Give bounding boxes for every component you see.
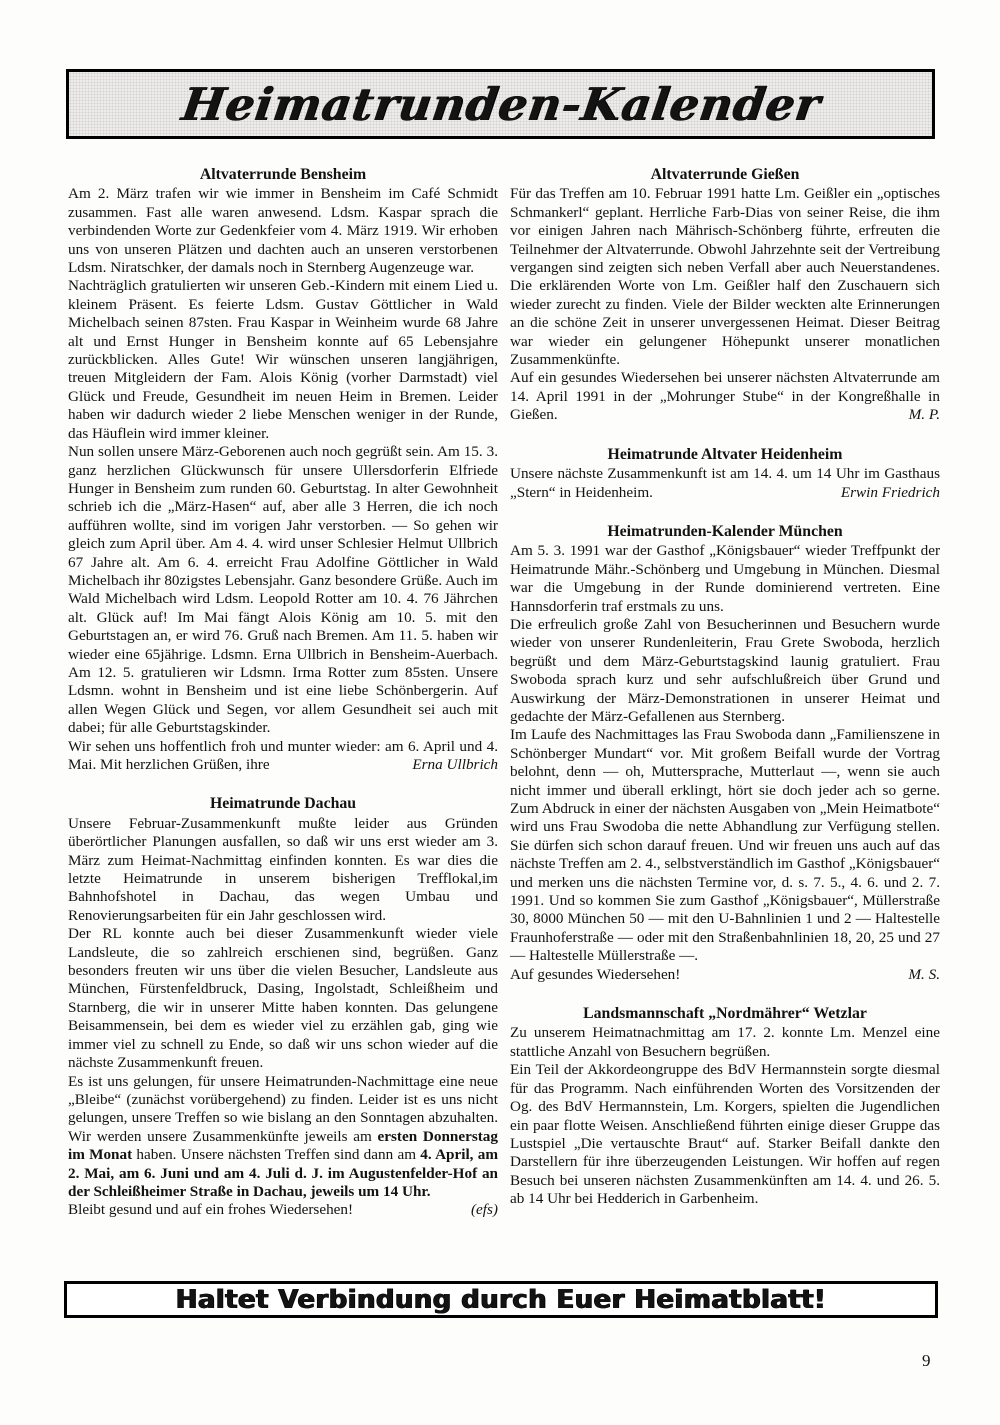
signature: M. P. <box>908 406 940 424</box>
masthead <box>66 69 935 139</box>
paragraph <box>510 1061 940 1208</box>
article-column-right <box>510 164 940 1209</box>
masthead-title: Heimatrunden-Kalender <box>177 77 824 131</box>
paragraph <box>510 726 940 965</box>
paragraph <box>68 1201 498 1219</box>
section-heading <box>510 446 940 464</box>
text-run: haben. Unsere nächsten Treffen sind dann am <box>132 1146 421 1164</box>
page-number: 9 <box>922 1351 931 1370</box>
paragraph <box>68 277 498 443</box>
paragraph <box>68 738 498 775</box>
text-run: Im Laufe des Nachmittages las Frau Swoboda dann „Familienszene in Schönberger Mundart“ vor. Mit großem Beifall wurde der Vortrag belohnt, denn — oh, Muttersprache, Mutterlaut —, wenn sie auch nicht immer und überall erklingt, hört sie doch jeder ach so gerne. Zum Abdruck in einer der nächsten Ausgaben von „Mein Heimatbote“ wird uns Frau Swodoba die nette Abhandlung zur Verfügung stellen. Sie dürfen sich schon darauf freuen. Und wir freuen uns auch auf das nächste Treffen am 2. 4., selbstverständlich im Gasthof „Königsbauer“ und merken uns die nächsten Termine vor, d. s. 7. 5., 4. 6. und 2. 7. 1991. Und so kommen Sie zum Gasthof „Königsbauer“, Müllerstraße 30, 8000 München 50 — mit den U-Bahnlinien 1 und 2 — Haltestelle Fraunhoferstraße — oder mit den Straßenbahnlinien 18, 20, 25 und 27 — Haltestelle Müllerstraße —. <box>510 726 940 965</box>
text-run: Auf gesundes Wiedersehen! <box>510 965 681 983</box>
paragraph <box>68 1073 498 1202</box>
text-run: Landsmannschaft „Nordmährer“ Wetzlar <box>583 1005 867 1023</box>
footer-banner <box>64 1281 938 1318</box>
text-run: Für das Treffen am 10. Februar 1991 hatte Lm. Geißler ein „optisches Schmankerl“ geplant. Herrliche Farb-Dias von seiner Reise, die ihm vor einigen Jahren nach Mährisch-Schönberg führte, erfreuten die Teilnehmer der Altvaterrunde. Obwohl Jahrzehnte seit der Vertreibung vergangen sind zeigten sich neben Verfall aber auch Neuerstandenes. Die erklärenden Worte von Lm. Geißler half den Zuschauern sich wieder zurecht zu finden. Viele der Bilder weckten alte Erinnerungen an die schöne Zeit in unserer unvergessenen Heimat. Dieser Beitrag war wieder ein gelungener Höhepunkt unserer monatlichen Zusammenkünfte. <box>510 185 940 369</box>
article-column-left <box>68 164 498 1220</box>
paragraph <box>68 925 498 1072</box>
text-run: Am 5. 3. 1991 war der Gasthof „Königsbauer“ wieder Treffpunkt der Heimatrunde Mähr.-Schönberg und Umgebung in München. Diesmal war die Umgebung in der Runde dominierend vertreten. Eine Hannsdorferin traf erstmals zu uns. <box>510 542 940 615</box>
section-heading <box>510 1005 940 1023</box>
section-heading <box>68 166 498 184</box>
text-run: Der RL konnte auch bei dieser Zusammenkunft wieder viele Landsleute, die so zahlreich erschienen sind, begrüßen. Ganz besonders freuten wir uns über die vielen Besucher, Landsleute aus München, Fürstenfeldbruck, Dasing, Ingolstadt, Schleißheim und Starnberg, die wir in unserer Mitte haben konnten. Das gelungene Beisammensein, bei dem es wieder viel zu erzählen gab, ging wie immer viel zu schnell zu Ende, so daß wir uns schon wieder auf die nächste Zusammenkunft freuen. <box>68 925 498 1072</box>
signature: Erna Ullbrich <box>412 756 498 773</box>
paragraph <box>510 465 940 502</box>
text-run: Bleibt gesund und auf ein frohes Wiedersehen! <box>68 1201 354 1219</box>
paragraph <box>68 185 498 277</box>
text-run: Nun sollen unsere März-Geborenen auch noch gegrüßt sein. Am 15. 3. ganz herzlichen Glückwunsch für unsere Ullersdorferin Elfriede Hunger in Bensheim zum runden 60. Geburtstag. In alter Gewohnheit schrieb ich die „März-Hasen“ auf, aber alle 3 Herren, die ich noch aufführen wollte, sind im vorigen Jahr verstorben. — So gehen wir gleich zum April über. Am 4. 4. wird unser Schlesier Helmut Ullbrich 67 Jahre alt. Am 6. 4. erreicht Frau Adolfine Göttlicher in Wald Michelbach ihr 80zigstes Lebensjahr. Ganz besondere Grüße. Auch im Wald Michelbach wird Ldsm. Leopold Rotter am 10. 4. 76 Jährchen alt. Glück auf! Im Mai fängt Alois König am 10. 5. mit den Geburtstagen an, er wird 76. Gruß nach Bremen. Am 11. 5. haben wir wieder eine 65jährige. Ldsmn. Erna Ullbrich in Bensheim-Auerbach. Am 12. 5. gratulieren wir Ldsmn. Irma Rotter zum 85sten. Unsere Ldsmn. wohnt in Bensheim und ist eine liebe Schönbergerin. Auf allen Wegen Glück und Segen, vor allem Gesundheit sei auch mit dabei; für alle Geburtstagskinder. <box>68 443 498 737</box>
text-run: Altvaterrunde Gießen <box>650 166 800 183</box>
signature: (efs) <box>471 1201 498 1219</box>
paragraph <box>510 966 940 984</box>
signature: Erwin Friedrich <box>840 483 940 501</box>
text-run: Heimatrunde Altvater Heidenheim <box>607 445 843 463</box>
paragraph <box>68 815 498 925</box>
text-run: Es ist uns gelungen, für unsere Heimatrunden-Nachmittage eine neue „Bleibe“ (zunächst vorübergehend) zu finden. Leider ist es uns nicht gelungen, unsere Treffen so wie bislang an den Sonntagen abzuhalten. Wir werden unsere Zusammenkünfte jeweils am <box>68 1072 498 1145</box>
text-run: Die erfreulich große Zahl von Besucherinnen und Besuchern wurde wieder von unserer Rundenleiterin, Frau Grete Swoboda, herzlich begrüßt und dem März-Geburtstagskind launig gratuliert. Frau Swoboda sprach kurz und sehr aufschlußreich über Grund und Auswirkung der März-Demonstrationen in unserer Heimat und gedachte der März-Gefallenen aus Sternberg. <box>510 615 940 725</box>
text-run: Unsere Februar-Zusammenkunft mußte leider aus Gründen überörtlicher Planungen ausfallen, so daß wir uns erst wieder am 3. März zum Heimat-Nachmittag einfinden konnten. Es war dies die letzte Heimatrunde in unserem bisherigen Trefflokal,im Bahnhofshotel in Dachau, das wegen Umbau und Renovierungsarbeiten für ein Jahr geschlossen wird. <box>68 814 498 924</box>
footer-banner-text: Haltet Verbindung durch Euer Heimatblatt! <box>175 1284 827 1315</box>
bold-text-run: ersten Donnerstag im Monat <box>68 1127 498 1164</box>
text-run: Ein Teil der Akkordeongruppe des BdV Hermannstein sorgte diesmal für das Programm. Nach einführenden Worten des Vorsitzenden der Og. des BdV Hermannstein, Lm. Korgers, spielten die Jugendlichen ein paar flotte Weisen. Anschließend führten einige dieser Gruppe das Lustspiel „Die vertauschte Braut“ auf. Starker Beifall dankte den Darstellern für ihre überzeugenden Leistungen. Wir hoffen auf regen Besuch bei unseren nächsten Zusammenkünften am 14. 4. und 26. 5. ab 14 Uhr bei Hedderich in Garbenheim. <box>510 1061 940 1208</box>
signature: M. S. <box>908 965 940 983</box>
text-run: Heimatrunden-Kalender München <box>607 522 843 540</box>
text-run: Unsere nächste Zusammenkunft ist am 14. 4. um 14 Uhr im Gasthaus „Stern“ in Heidenheim. <box>510 465 940 501</box>
paragraph <box>510 369 940 424</box>
section-heading <box>510 523 940 541</box>
paragraph <box>510 542 940 616</box>
text-run: Wir sehen uns hoffentlich froh und munter wieder: am 6. April und 4. Mai. Mit herzlichen Grüßen, ihre <box>68 737 498 773</box>
text-run: Nachträglich gratulierten wir unseren Geb.-Kindern mit einem Lied u. kleinem Präsent. Es feierte Ldsm. Gustav Göttlicher in Wald Michelbach seinen 87sten. Frau Kaspar in Weinheim wurde 68 Jahre alt und Ernst Hunger in Bensheim konnte auf 65 Lebensjahre zurückblicken. Alles Gute! Wir wünschen unseren langjährigen, treuen Mitgleidern der Fam. Alois König (vorher Darmstadt) viel Glück und Freude, Gesundheit im neuen Heim in Bremen. Leider haben wir dadurch wieder 2 liebe Menschen weniger in der Runde, das Häuflein wird immer kleiner. <box>68 277 498 442</box>
text-run: Auf ein gesundes Wiedersehen bei unserer nächsten Altvaterrunde am 14. April 1991 in der „Mohrunger Stube“ in der Kongreßhalle in Gießen. <box>510 369 940 424</box>
paragraph <box>510 1024 940 1061</box>
section-heading <box>68 795 498 813</box>
paragraph <box>510 185 940 369</box>
section-heading <box>510 166 940 184</box>
text-run: Heimatrunde Dachau <box>209 795 357 813</box>
paragraph <box>510 616 940 726</box>
text-run: Altvaterrunde Bensheim <box>199 166 367 183</box>
text-run: Am 2. März trafen wir wie immer in Bensheim im Café Schmidt zusammen. Fast alle waren anwesend. Ldsm. Kaspar sprach die verbindenden Worte zur Gedenkfeier vom 4. März 1919. Wir erhoben uns von unseren Plätzen und dachten auch an unseren verstorbenen Ldsm. Niratschker, der damals noch in Sternberg Augenzeuge war. <box>68 185 498 277</box>
text-run: Zu unserem Heimatnachmittag am 17. 2. konnte Lm. Menzel eine stattliche Anzahl von Besuchern begrüßen. <box>510 1024 940 1060</box>
paragraph <box>68 443 498 738</box>
bold-text-run: 4. April, am 2. Mai, am 6. Juni und am 4. Juli d. J. im Augustenfelder-Hof an der Schleißheimer Straße in Dachau, jeweils um 14 Uhr. <box>68 1146 498 1200</box>
